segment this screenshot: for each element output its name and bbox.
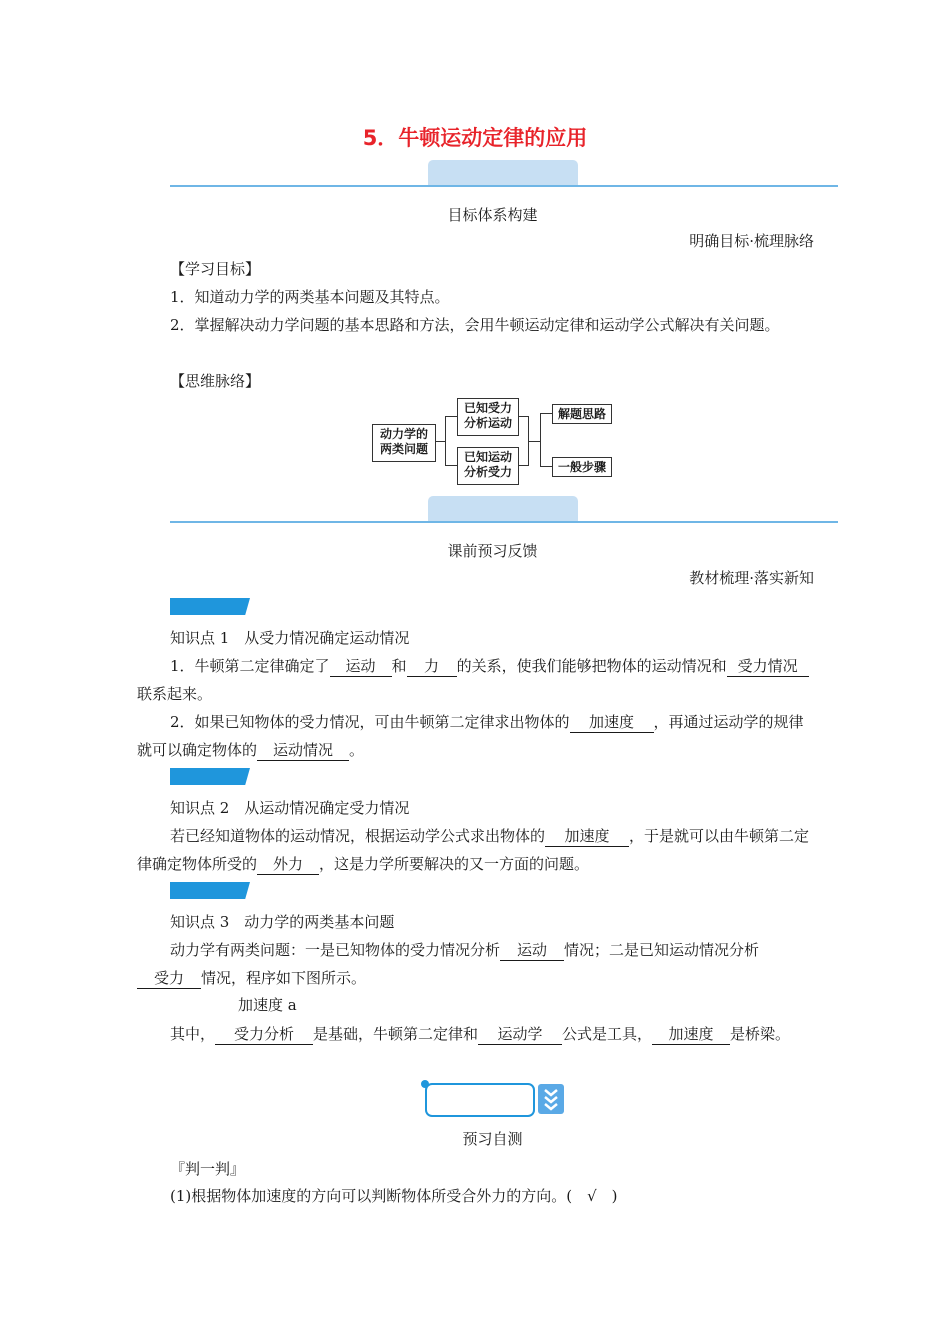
text: 若已经知道物体的运动情况，根据运动学公式求出物体的: [170, 827, 546, 845]
text: 其中，: [170, 1025, 216, 1043]
judge-question: (1)根据物体加速度的方向可以判断物体所受合外力的方向。( √ ): [170, 1187, 618, 1205]
goals-label: 【学习目标】: [170, 260, 261, 278]
section-subheading: 教材梳理·落实新知: [689, 569, 814, 587]
kp1-paragraph-1: [137, 652, 814, 708]
goal-item: 2．掌握解决动力学问题的基本思路和方法，会用牛顿运动定律和运动学公式解决有关问题。: [170, 316, 780, 334]
kp3-paragraph-2: [137, 1020, 814, 1048]
blank-answer: 运动: [500, 940, 564, 961]
kp2-title: 知识点 2 从运动情况确定受力情况: [170, 799, 410, 817]
mindmap-branch-line: 已知运动: [463, 450, 512, 464]
judge-label: 『判一判』: [170, 1160, 246, 1178]
text: ，再通过运动学的规律就可以确定物体的: [137, 713, 804, 759]
text: 是基础，牛顿第二定律和: [313, 1025, 479, 1043]
blank-answer: 运动情况: [257, 740, 349, 761]
text: 2．如果已知物体的受力情况，可由牛顿第二定律求出物体的: [170, 713, 570, 731]
knowledge-tag: [170, 598, 250, 615]
blank-answer: 力: [407, 656, 457, 677]
text: ，这是力学所要解决的又一方面的问题。: [319, 855, 590, 873]
mindmap-branch-force-to-motion: [457, 398, 519, 436]
text: 动力学有两类问题：一是已知物体的受力情况分析: [170, 941, 501, 959]
mindmap-root-line: 两类问题: [379, 442, 428, 456]
text: 联系起来。: [137, 685, 213, 703]
blank-answer: 加速度: [545, 826, 629, 847]
mindmap-branch-line: 分析受力: [463, 465, 512, 479]
blank-answer: 运动学: [478, 1024, 562, 1045]
text: 公式是工具，: [562, 1025, 653, 1043]
text: 和: [391, 657, 407, 675]
mindmap-branch-motion-to-force: [457, 447, 519, 485]
mindmap-leaf-approach: 解题思路: [552, 404, 612, 424]
blank-answer: 受力情况: [727, 656, 809, 677]
text: 1．牛顿第二定律确定了: [170, 657, 330, 675]
text: 。: [349, 741, 365, 759]
kp1-paragraph-2: [137, 708, 814, 764]
text: 的关系，使我们能够把物体的运动情况和: [456, 657, 727, 675]
mindmap-root: [372, 424, 436, 462]
section-heading: 课前预习反馈: [447, 542, 538, 560]
section-band-tab: [428, 496, 578, 522]
mindmap-leaf-steps: 一般步骤: [552, 457, 612, 477]
text: ，于是就可以由牛顿第二定律确定物体所受的: [137, 827, 810, 873]
text: 是桥梁。: [730, 1025, 791, 1043]
text: 情况，程序如下图所示。: [201, 969, 367, 987]
blank-answer: 运动: [330, 656, 392, 677]
blank-answer: 受力: [137, 968, 201, 989]
knowledge-tag: [170, 768, 250, 785]
blank-answer: 加速度: [652, 1024, 730, 1045]
preview-heading: 预习自测: [462, 1130, 523, 1148]
mindmap-diagram: [0, 0, 950, 500]
blank-answer: 受力分析: [215, 1024, 313, 1045]
kp3-title: 知识点 3 动力学的两类基本问题: [170, 913, 395, 931]
mindmap-branch-line: 已知受力: [463, 401, 512, 415]
kp2-paragraph: [137, 822, 814, 878]
goal-item: 1．知道动力学的两类基本问题及其特点。: [170, 288, 450, 306]
mindmap-label: 【思维脉络】: [170, 372, 261, 390]
mindmap-root-line: 动力学的: [379, 427, 428, 441]
blank-answer: 外力: [257, 854, 319, 875]
kp3-paragraph-1: [137, 936, 814, 992]
chevron-down-icon: [538, 1084, 564, 1114]
page-title: 5．牛顿运动定律的应用: [362, 126, 588, 150]
section-band-line: [170, 521, 838, 523]
text: 情况；二是已知运动情况分析: [564, 941, 760, 959]
mindmap-branch-line: 分析运动: [463, 416, 512, 430]
section-subheading: 明确目标·梳理脉络: [689, 232, 814, 250]
kp1-title: 知识点 1 从受力情况确定运动情况: [170, 629, 410, 647]
preview-badge-box: [425, 1083, 535, 1117]
blank-answer: 加速度: [570, 712, 654, 733]
section-heading: 目标体系构建: [447, 206, 538, 224]
diagram-label-acceleration: 加速度 a: [238, 996, 297, 1014]
knowledge-tag: [170, 882, 250, 899]
